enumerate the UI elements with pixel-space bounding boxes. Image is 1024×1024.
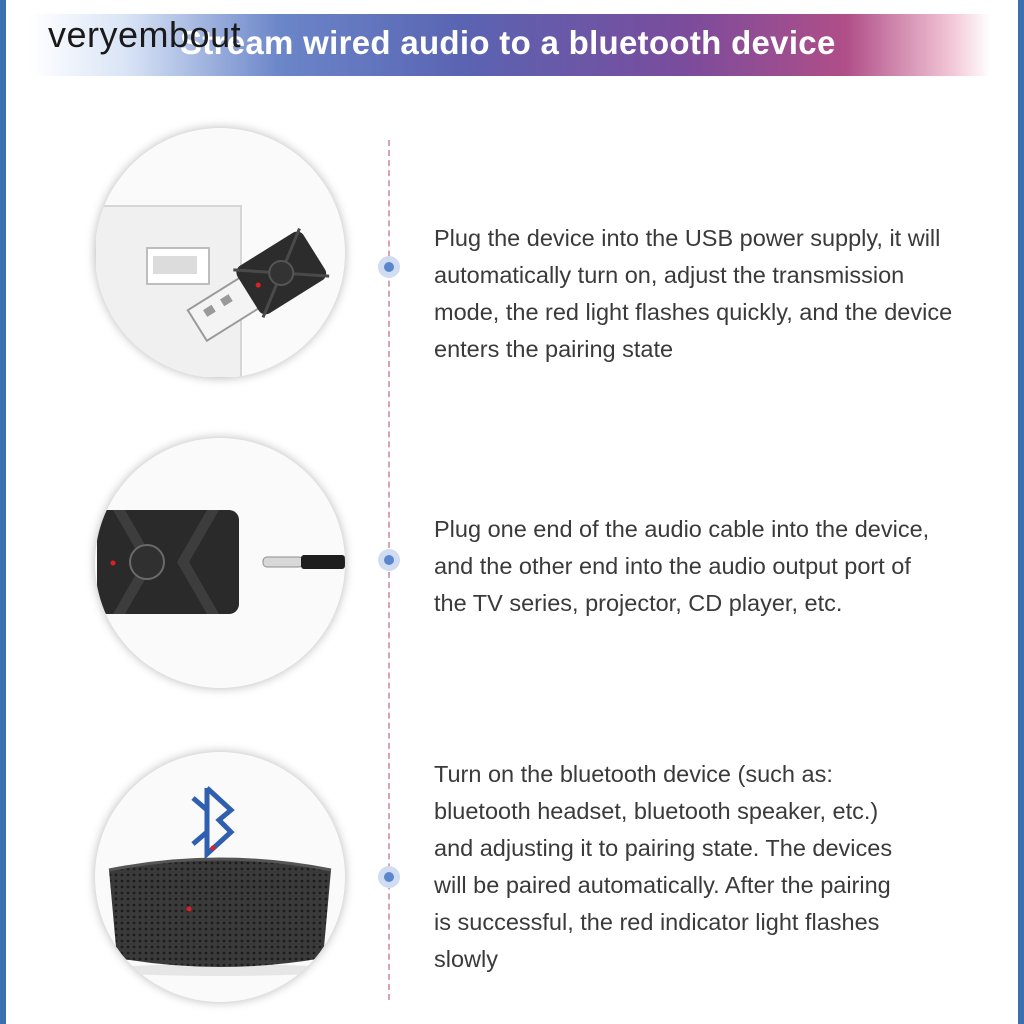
step-1-description [434, 220, 1004, 368]
bluetooth-speaker-illustration [95, 752, 345, 1002]
step-1-line: Plug the device into the USB power supply, it will [434, 225, 941, 251]
step-2-image-audio-cable [95, 438, 345, 688]
audio-cable-illustration [95, 438, 345, 688]
step-3-line: and adjusting it to pairing state. The devices [434, 835, 893, 861]
bluetooth-icon [193, 788, 231, 854]
step-3-line: slowly [434, 946, 498, 972]
step-3-line: will be paired automatically. After the pairing [434, 872, 891, 898]
step-2-line: the TV series, projector, CD player, etc. [434, 590, 843, 616]
step-2-line: and the other end into the audio output port of [434, 553, 911, 579]
page-frame-right [1018, 0, 1024, 1024]
timeline-dot-1 [378, 256, 400, 278]
step-1-line: mode, the red light flashes quickly, and the device [434, 299, 953, 325]
step-3-line: is successful, the red indicator light flashes [434, 909, 880, 935]
header-title: Stream wired audio to a bluetooth device [180, 24, 836, 61]
step-2-description [434, 511, 1004, 622]
step-3-line: bluetooth headset, bluetooth speaker, etc.) [434, 798, 879, 824]
timeline-dot-2 [378, 549, 400, 571]
step-3-line: Turn on the bluetooth device (such as: [434, 761, 833, 787]
page-frame-left [0, 0, 6, 1024]
step-3-image-bluetooth-speaker [95, 752, 345, 1002]
usb-adapter-illustration [95, 128, 345, 378]
step-1-image-usb-power [95, 128, 345, 378]
step-2-line: Plug one end of the audio cable into the device, [434, 516, 930, 542]
step-1-line: enters the pairing state [434, 336, 674, 362]
step-1-line: automatically turn on, adjust the transmission [434, 262, 905, 288]
step-3-description [434, 756, 1004, 978]
watermark: veryembout [48, 14, 242, 55]
timeline-dot-3 [378, 866, 400, 888]
